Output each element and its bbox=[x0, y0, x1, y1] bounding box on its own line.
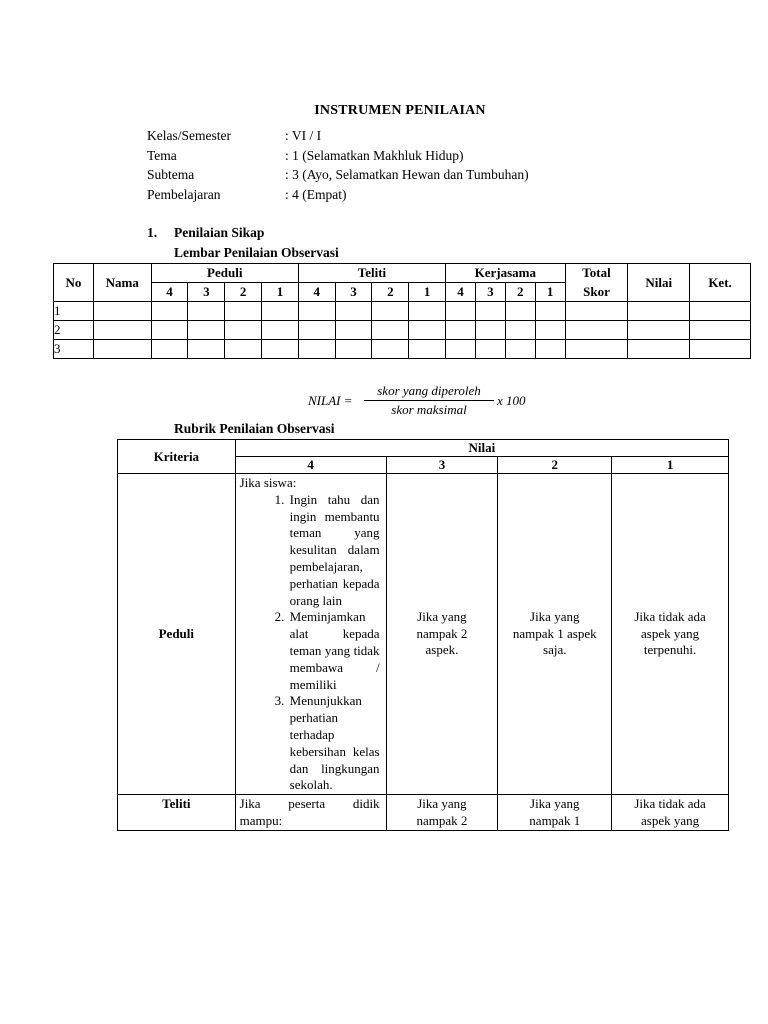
score-header: 3 bbox=[386, 457, 498, 474]
peduli-score-2: Jika yang nampak 1 aspek saja. bbox=[498, 474, 612, 795]
criteria-teliti: Teliti bbox=[118, 795, 236, 831]
rubric-title: Rubrik Penilaian Observasi bbox=[174, 421, 335, 436]
peduli-list bbox=[240, 492, 380, 794]
header-kerjasama: Kerjasama bbox=[446, 264, 566, 283]
formula-rhs: x 100 bbox=[497, 393, 526, 408]
score-header: 1 bbox=[535, 283, 565, 302]
header-skor: Skor bbox=[565, 283, 628, 302]
formula-fraction bbox=[364, 383, 494, 418]
meta-row bbox=[147, 187, 529, 207]
score-header: 1 bbox=[409, 283, 446, 302]
score-header: 1 bbox=[262, 283, 299, 302]
observation-sheet-title: Lembar Penilaian Observasi bbox=[174, 245, 339, 260]
table-row bbox=[54, 340, 751, 359]
header-teliti: Teliti bbox=[298, 264, 445, 283]
score-header: 1 bbox=[612, 457, 729, 474]
score-header: 4 bbox=[235, 457, 386, 474]
table-row bbox=[54, 321, 751, 340]
score-header: 4 bbox=[446, 283, 476, 302]
peduli-description bbox=[235, 474, 386, 795]
header-nama: Nama bbox=[93, 264, 151, 302]
teliti-description bbox=[235, 795, 386, 831]
header-no: No bbox=[54, 264, 94, 302]
meta-key: Kelas/Semester bbox=[147, 128, 231, 143]
header-nilai: Nilai bbox=[628, 264, 690, 302]
meta-key: Subtema bbox=[147, 167, 195, 182]
meta-row bbox=[147, 148, 529, 168]
score-header: 3 bbox=[188, 283, 225, 302]
score-header: 4 bbox=[298, 283, 335, 302]
meta-row bbox=[147, 167, 529, 187]
score-header: 4 bbox=[151, 283, 188, 302]
header-nilai: Nilai bbox=[235, 440, 728, 457]
observation-table bbox=[53, 263, 751, 359]
list-item: 1. Ingin tahu dan ingin membantu teman yang kesulitan dalam pembelajaran, perhatian kepada orang lain bbox=[288, 492, 380, 610]
row-number: 2 bbox=[54, 321, 94, 340]
meta-row bbox=[147, 128, 529, 148]
page-title: INSTRUMEN PENILAIAN bbox=[314, 103, 486, 118]
score-header: 2 bbox=[505, 283, 535, 302]
rubric-table bbox=[117, 439, 729, 831]
meta-value: : VI / I bbox=[285, 128, 322, 143]
meta-key: Pembelajaran bbox=[147, 186, 221, 202]
meta-value: : 3 (Ayo, Selamatkan Hewan dan Tumbuhan) bbox=[285, 167, 529, 182]
row-number: 3 bbox=[54, 340, 94, 359]
list-item: 2. Meminjamkan alat kepada teman yang tidak membawa / memiliki bbox=[288, 609, 380, 693]
teliti-desc-line: Jika peserta didik bbox=[239, 796, 380, 812]
teliti-desc-line: mampu: bbox=[239, 812, 283, 828]
header-total: Total bbox=[565, 264, 628, 283]
meta-value: : 4 (Empat) bbox=[285, 186, 347, 202]
rubric-row-peduli bbox=[118, 474, 729, 795]
score-header: 2 bbox=[498, 457, 612, 474]
score-header: 3 bbox=[475, 283, 505, 302]
score-header: 3 bbox=[335, 283, 372, 302]
meta-key: Tema bbox=[147, 147, 177, 163]
teliti-score-2: Jika yang nampak 1 bbox=[498, 795, 612, 831]
peduli-score-1: Jika tidak ada aspek yang terpenuhi. bbox=[612, 474, 729, 795]
row-number: 1 bbox=[54, 302, 94, 321]
formula-denominator: skor maksimal bbox=[391, 402, 467, 417]
rubric-row-teliti bbox=[118, 795, 729, 831]
section-heading bbox=[147, 225, 264, 241]
criteria-peduli: Peduli bbox=[118, 474, 236, 795]
section-title: Penilaian Sikap bbox=[174, 225, 265, 240]
meta-value: : 1 (Selamatkan Makhluk Hidup) bbox=[285, 147, 464, 163]
teliti-score-1: Jika tidak ada aspek yang bbox=[612, 795, 729, 831]
peduli-score-3: Jika yang nampak 2 aspek. bbox=[386, 474, 498, 795]
header-ket: Ket. bbox=[690, 264, 751, 302]
formula-lhs: NILAI = bbox=[308, 393, 353, 408]
peduli-intro: Jika siswa: bbox=[239, 475, 297, 490]
list-item: 3. Menunjukkan perhatian terhadap kebersihan kelas dan lingkungan sekolah. bbox=[288, 693, 380, 794]
header-kriteria: Kriteria bbox=[118, 440, 236, 474]
teliti-score-3: Jika yang nampak 2 bbox=[386, 795, 498, 831]
score-header: 2 bbox=[372, 283, 409, 302]
table-row bbox=[54, 302, 751, 321]
formula-numerator: skor yang diperoleh bbox=[364, 383, 494, 401]
meta-info bbox=[147, 128, 529, 206]
score-header: 2 bbox=[225, 283, 262, 302]
section-number: 1. bbox=[147, 225, 158, 240]
header-peduli: Peduli bbox=[151, 264, 298, 283]
